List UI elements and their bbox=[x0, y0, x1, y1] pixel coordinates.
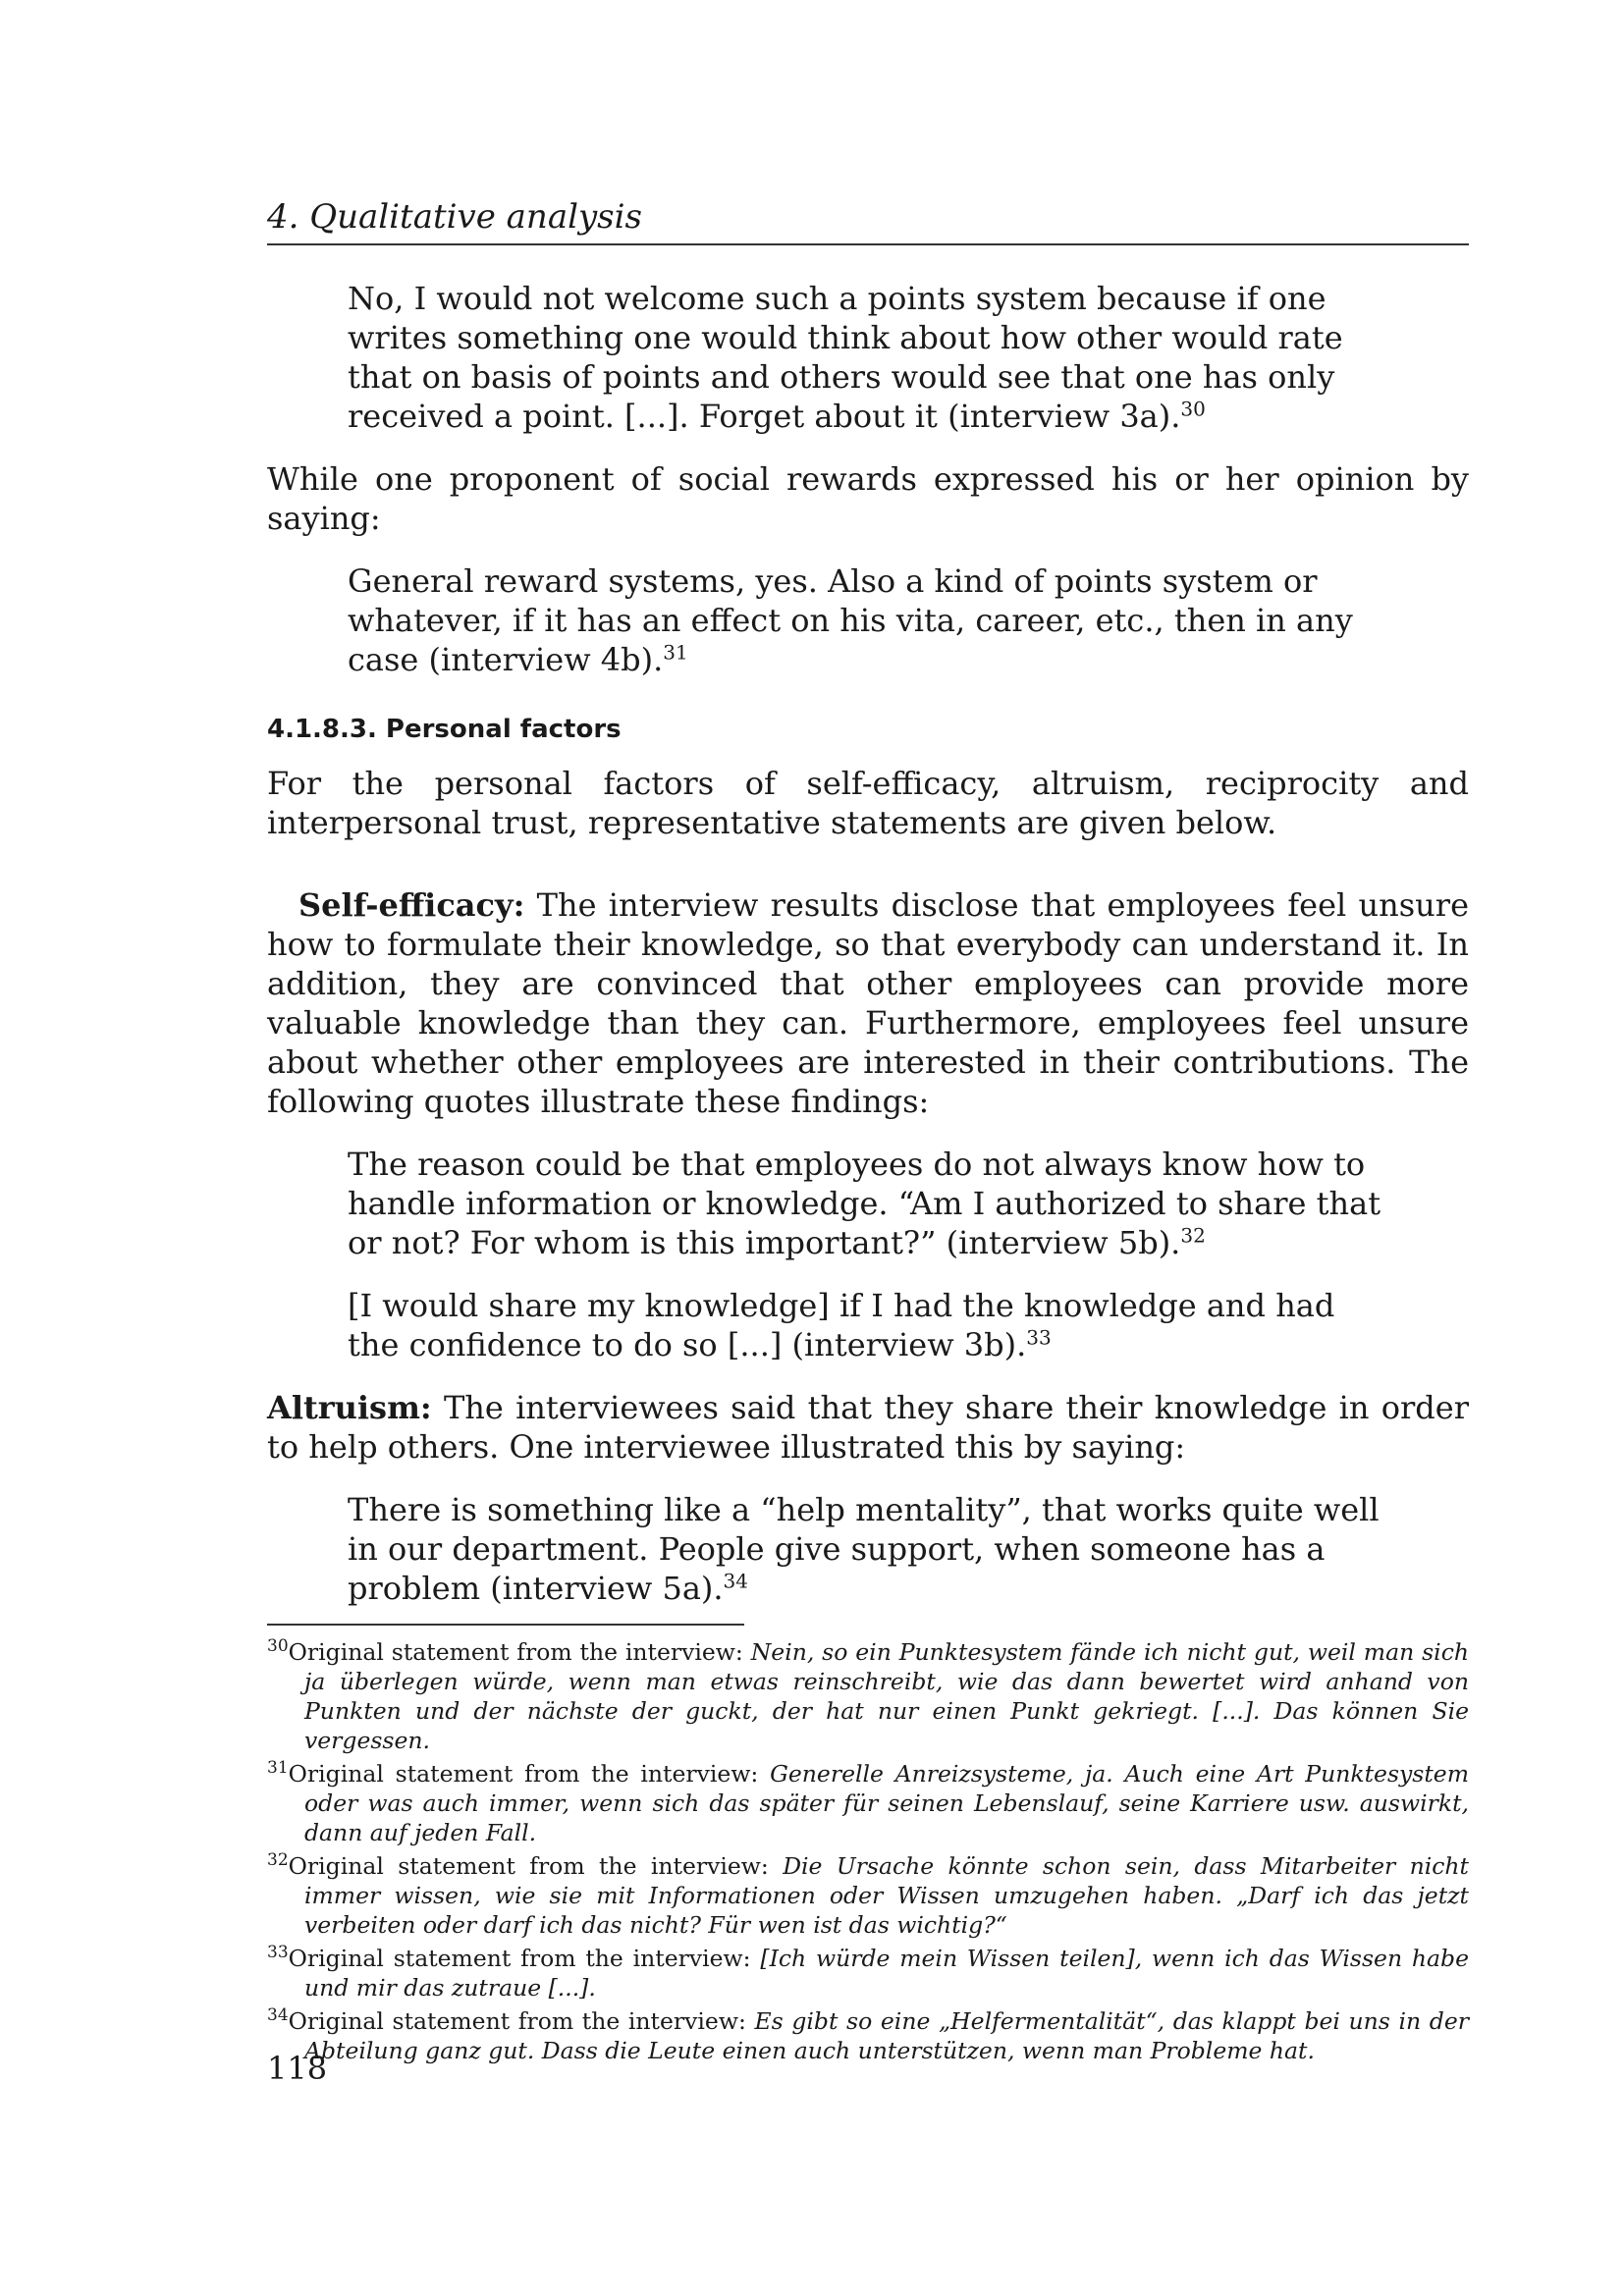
paragraph-altruism bbox=[267, 1388, 1469, 1467]
footnote-lead: Original statement from the interview: bbox=[288, 1760, 771, 1788]
quote-block bbox=[348, 1145, 1388, 1262]
quote-text: General reward systems, yes. Also a kind of points system or whatever, if it has an effect on his vita, career, etc., then in any case (interview 4b). bbox=[348, 562, 1353, 678]
quote-text: No, I would not welcome such a points system because if one writes something one would think about how other would rate that on basis of points and others would see that one has only received a point. [...]. Forget about it (interview 3a). bbox=[348, 280, 1343, 435]
footnote-rule bbox=[267, 1624, 744, 1626]
footnote-number: 32 bbox=[267, 1850, 289, 1871]
footnote-ref[interactable]: 32 bbox=[1180, 1223, 1206, 1248]
footnote bbox=[267, 1944, 1469, 2002]
page-body bbox=[267, 196, 1469, 2069]
footnotes bbox=[267, 1637, 1469, 2065]
footnote bbox=[267, 1637, 1469, 1755]
footnote-number: 31 bbox=[267, 1758, 289, 1779]
footnote-original: Nein, so ein Punktesystem fände ich nicht gut, weil man sich ja überlegen würde, wenn man etwas reinschreibt, wie das dann bewertet wird anhand von Punkten und der nächste der guckt, der hat nur einen Punkt gekriegt. [...]. Das können Sie vergessen. bbox=[304, 1638, 1469, 1754]
footnote-original: Es gibt so eine „Helfermentalität“, das klappt bei uns in der Abteilung ganz gut. Dass die Leute einen auch unterstützen, wenn man Probleme hat. bbox=[304, 2007, 1469, 2064]
footnote-lead: Original statement from the interview: bbox=[288, 1852, 784, 1880]
footnote-original: [Ich würde mein Wissen teilen], wenn ich das Wissen habe und mir das zutraue [...]. bbox=[304, 1945, 1470, 2002]
run-in-heading: Altruism: bbox=[267, 1389, 432, 1426]
paragraph-text: The interviewees said that they share their knowledge in order to help others. One interviewee illustrated this by saying: bbox=[267, 1389, 1469, 1466]
footnote-number: 34 bbox=[267, 2005, 289, 2026]
footnote bbox=[267, 2006, 1469, 2065]
footnote bbox=[267, 1759, 1469, 1847]
footnote-lead: Original statement from the interview: bbox=[288, 2007, 755, 2035]
section-heading: 4.1.8.3. Personal factors bbox=[267, 715, 622, 744]
quote-block bbox=[348, 1490, 1388, 1608]
footnote-number: 33 bbox=[267, 1943, 289, 1963]
quote-block bbox=[348, 1286, 1388, 1364]
footnote-ref[interactable]: 34 bbox=[723, 1569, 748, 1593]
quote-text: There is something like a “help mentality”, that works quite well in our department. People give support, when someone has a problem (interview 5a). bbox=[348, 1491, 1380, 1607]
footnote-number: 30 bbox=[267, 1636, 289, 1657]
quote-block bbox=[348, 561, 1388, 679]
quote-text: [I would share my knowledge] if I had the knowledge and had the confidence to do so [...] (interview 3b). bbox=[348, 1287, 1335, 1363]
footnote-ref[interactable]: 33 bbox=[1026, 1325, 1052, 1350]
page-number: 118 bbox=[267, 2050, 328, 2087]
footnote-ref[interactable]: 31 bbox=[663, 640, 688, 665]
paragraph: While one proponent of social rewards expressed his or her opinion by saying: bbox=[267, 460, 1469, 537]
running-header: 4. Qualitative analysis bbox=[267, 196, 1469, 245]
quote-text: The reason could be that employees do not always know how to handle information or knowledge. “Am I authorized to share that or not? For whom is this important?” (interview 5b). bbox=[348, 1146, 1381, 1261]
paragraph-text: The interview results disclose that employees feel unsure how to formulate their knowledge, so that everybody can understand it. In addition, they are convinced that other employees can provide more valuable knowledge than they can. Furthermore, employees feel unsure about whether other employees are interested in their contributions. The following quotes illustrate these findings: bbox=[267, 886, 1469, 1120]
run-in-heading: Self-efficacy: bbox=[298, 886, 525, 924]
footnote-ref[interactable]: 30 bbox=[1180, 397, 1206, 421]
paragraph: For the personal factors of self-efficacy, altruism, reciprocity and interpersonal trust, representative statements are given below. bbox=[267, 765, 1469, 841]
footnote-original: Generelle Anreizsysteme, ja. Auch eine Art Punktesystem oder was auch immer, wenn sich das später für seinen Lebenslauf, seine Karriere usw. auswirkt, dann auf jeden Fall. bbox=[304, 1760, 1469, 1846]
quote-block bbox=[348, 279, 1388, 436]
footnote bbox=[267, 1851, 1469, 1940]
paragraph-self-efficacy bbox=[267, 885, 1469, 1121]
footnote-lead: Original statement from the interview: bbox=[288, 1638, 751, 1666]
footnote-lead: Original statement from the interview: bbox=[288, 1945, 761, 1972]
footnote-original: Die Ursache könnte schon sein, dass Mitarbeiter nicht immer wissen, wie sie mit Informationen oder Wissen umzugehen haben. „Darf ich das jetzt verbeiten oder darf ich das nicht? Für wen ist das wichtig?“ bbox=[304, 1852, 1470, 1939]
